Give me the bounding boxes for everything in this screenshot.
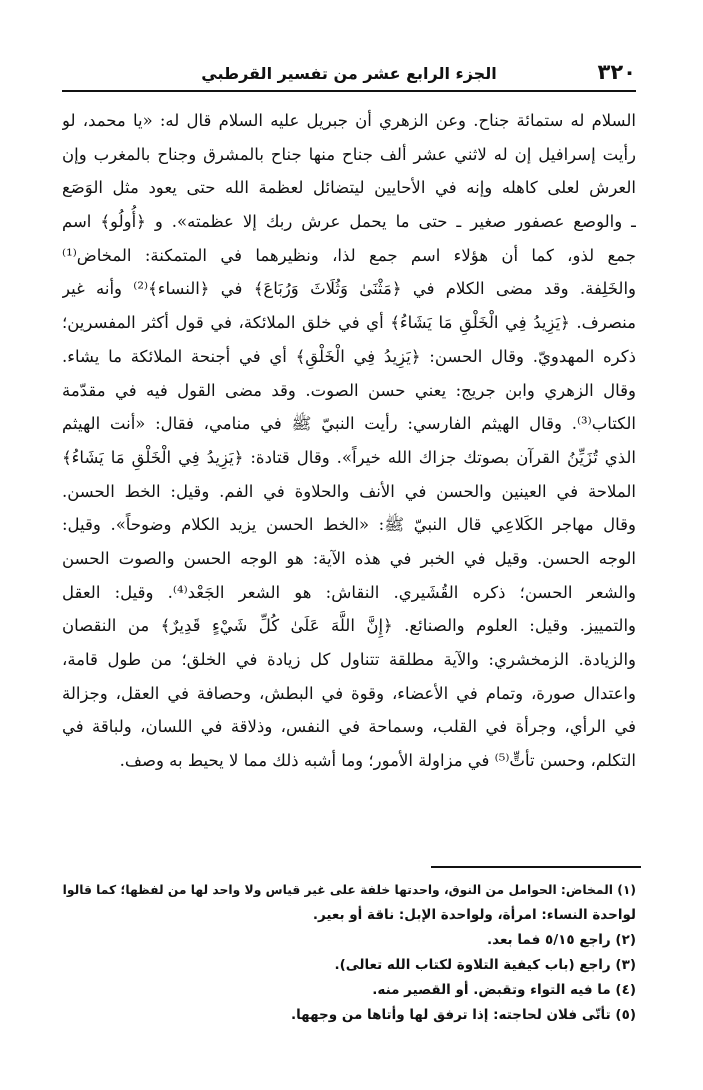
- text-line: جمع لذو، كما أن هؤلاء اسم جمع لذا، ونظيرهما في المتمكنة: المخاض⁽¹⁾: [62, 245, 636, 265]
- main-text: [62, 104, 636, 778]
- footnote: (٣) راجع (باب كيفية التلاوة لكتاب الله تعالى).: [334, 957, 636, 973]
- text-line: التكلم، وحسن تأتٍّ⁽⁵⁾ في مزاولة الأمور؛ وما أشبه ذلك مما لا يحيط به وصف.: [119, 751, 636, 771]
- text-line: الوجه الحسن. وقيل في الخبر في هذه الآية: هو الوجه الحسن والصوت الحسن: [62, 548, 636, 568]
- text-line: وقال الزهري وابن جريج: يعني حسن الصوت. وقد مضى القول فيه في مقدّمة: [62, 380, 636, 400]
- text-line: في الرأي، وجرأة في القلب، وسماحة في النفس، وذلاقة في اللسان، ولباقة في: [62, 717, 636, 737]
- running-head: الجزء الرابع عشر من تفسير القرطبي: [201, 64, 497, 83]
- footnote: (٢) راجع ٥/١٥ فما بعد.: [487, 932, 636, 948]
- text-line: رأيت إسرافيل إن له لاثني عشر ألف جناح منها جناح بالمشرق وجناح بالمغرب وإن: [62, 144, 636, 164]
- text-line: الذي تُزَيِّنُ القرآن بصوتك جزاك الله خيراً». وقال قتادة: ﴿يَزِيدُ فِي الْخَلْقِ مَا يَشَاءُ﴾: [62, 447, 636, 467]
- text-line: واعتدال صورة، وتمام في الأعضاء، وقوة في البطش، وحصافة في العقل، وجزالة: [62, 683, 636, 703]
- text-line: ذكره المهدويّ. وقال الحسن: ﴿يَزِيدُ فِي الْخَلْقِ﴾ أي في أجنحة الملائكة ما يشاء.: [62, 346, 636, 366]
- text-line: منصرف. ﴿يَزِيدُ فِي الْخَلْقِ مَا يَشَاءُ﴾ أي في خلق الملائكة، في قول أكثر المفسرين؛: [62, 313, 636, 333]
- text-line: الملاحة في العينين والحسن في الأنف والحلاوة في الفم. وقيل: الخط الحسن.: [62, 481, 636, 501]
- text-line: والخَلِفة. وقد مضى الكلام في ﴿مَثْنَىٰ وَثُلَاثَ وَرُبَاعَ﴾ في ﴿النساء﴾⁽²⁾ وأنه غير: [62, 279, 636, 299]
- page-header: [62, 60, 636, 92]
- footnotes: [62, 878, 636, 1028]
- page-number: ٣٢٠: [597, 60, 636, 84]
- text-line: وقال مهاجر الكَلاعِي قال النبيّ ﷺ: «الخط الحسن يزيد الكلام وضوحاً». وقيل:: [62, 515, 636, 535]
- text-line: والزيادة. الزمخشري: والآية مطلقة تتناول كل زيادة في الخلق؛ من طول قامة،: [62, 650, 636, 669]
- footnote-separator: [431, 866, 641, 868]
- footnote: (١) المخاض: الحوامل من النوق، واحدتها خلفة على غير قياس ولا واحد لها من لفظها؛ كما قالوا: [62, 883, 636, 897]
- text-line: الكتاب⁽³⁾. وقال الهيثم الفارسي: رأيت النبيّ ﷺ في منامي، فقال: «أنت الهيثم: [62, 414, 636, 434]
- footnote: (٥) تأتّى فلان لحاجته: إذا ترفق لها وأتاها من وجهها.: [290, 1007, 636, 1023]
- text-line: السلام له ستمائة جناح. وعن الزهري أن جبريل عليه السلام قال له: «يا محمد، لو: [62, 111, 636, 130]
- footnote: (٤) ما فيه التواء وتقبض. أو القصير منه.: [372, 982, 636, 998]
- footnote: لواحدة النساء: امرأة، ولواحدة الإبل: ناقة أو بعير.: [312, 907, 636, 923]
- text-line: والشعر الحسن؛ ذكره القُشَيري. النقاش: هو الشعر الجَعْد⁽⁴⁾. وقيل: العقل: [62, 582, 636, 602]
- text-line: والتمييز. وقيل: العلوم والصنائع. ﴿إِنَّ اللَّهَ عَلَىٰ كُلِّ شَيْءٍ قَدِيرٌ﴾ من النقصان: [62, 616, 636, 636]
- text-line: العرش لعلى كاهله وإنه في الأحايين ليتضائل لعظمة الله حتى يعود مثل الوَصَع: [62, 178, 636, 198]
- text-line: ـ والوصع عصفور صغير ـ حتى ما يحمل عرش ربك إلا عظمته». و ﴿أُولُو﴾ اسم: [62, 212, 636, 232]
